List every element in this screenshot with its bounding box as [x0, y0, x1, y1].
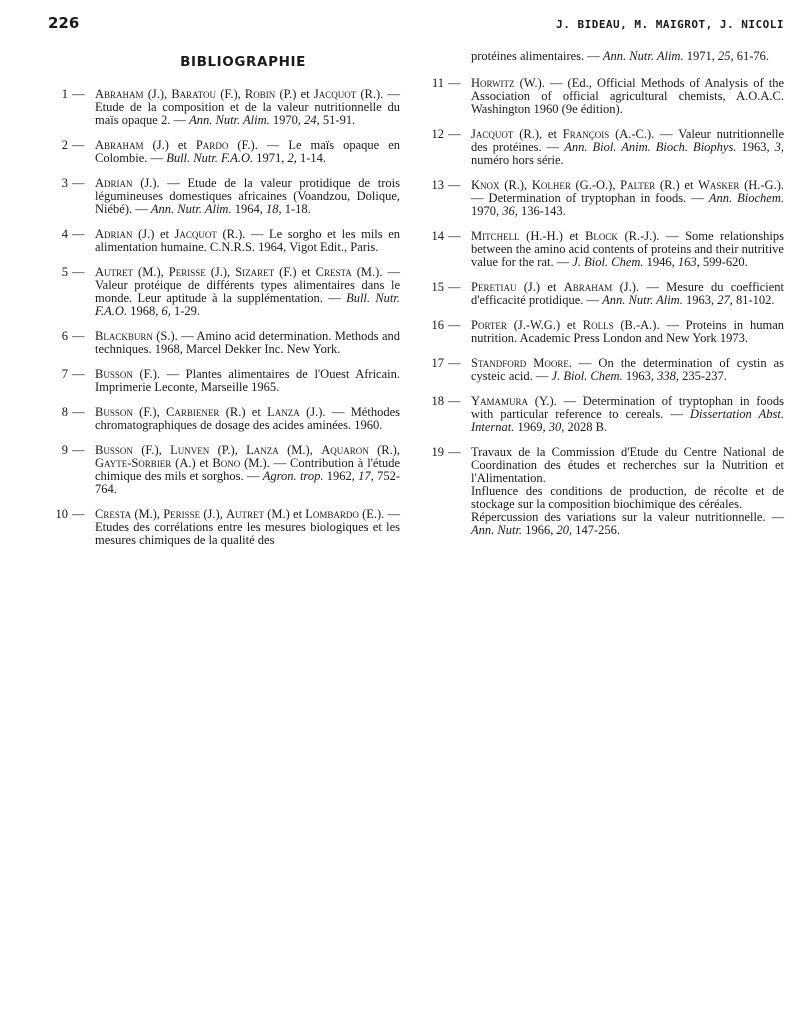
text-segment: (F.),: [132, 405, 167, 419]
author-name: Yamamura: [471, 394, 529, 408]
text-segment: (J.),: [200, 507, 227, 521]
reference-text: [471, 319, 784, 345]
reference-text: [471, 357, 784, 383]
text-segment: 1969,: [514, 420, 549, 434]
reference-number: 19: [431, 445, 444, 459]
italic-segment: Ann. Nutr. Alim.: [150, 202, 232, 216]
text-segment: (J.). — Mesure du coefficient d'efficacité protidique. —: [471, 280, 784, 307]
reference-text: [471, 128, 784, 167]
text-segment: (R.), et: [513, 127, 563, 141]
text-segment: (R.). — Le sorgho et les mils en alimentation humaine. C.N.R.S. 1964, Vigot Edit., Paris.: [95, 227, 401, 254]
reference-text: [95, 88, 400, 127]
dash-separator: —: [72, 405, 85, 419]
author-name: Rolls: [582, 318, 614, 332]
text-segment: 51-91.: [319, 113, 356, 127]
reference-number: 5: [61, 265, 68, 279]
author-name: Busson: [95, 443, 133, 457]
text-segment: 1963,: [682, 293, 718, 307]
author-name: Aquaron: [321, 443, 369, 457]
bibliography-title: BIBLIOGRAPHIE: [180, 54, 306, 70]
reference-text: [95, 266, 400, 318]
reference-number: 15: [431, 280, 444, 294]
text-segment: 1-14.: [296, 151, 327, 165]
text-segment: Répercussion des variations sur la valeur nutritionnelle. —: [471, 510, 784, 524]
running-head: J. BIDEAU, M. MAIGROT, J. NICOLI: [556, 18, 784, 31]
reference-entry: [48, 88, 400, 127]
italic-segment: J. Biol. Chem.: [551, 369, 623, 383]
text-segment: 599-620.: [699, 255, 748, 269]
text-segment: (R.) et: [655, 178, 699, 192]
italic-segment: 27,: [717, 293, 733, 307]
author-name: François: [562, 127, 610, 141]
author-name: Horwitz: [471, 76, 515, 90]
text-segment: protéines alimentaires. —: [471, 49, 603, 63]
reference-entry: [48, 406, 400, 432]
reference-entry: [424, 319, 784, 345]
author-name: Autret: [95, 265, 134, 279]
italic-segment: 36,: [502, 204, 518, 218]
text-segment: (G.-O.),: [570, 178, 621, 192]
text-segment: 1970,: [269, 113, 305, 127]
text-segment: (A.-C.). — Valeur nutritionnelle des protéines. —: [471, 127, 784, 154]
reference-entry: [424, 128, 784, 167]
author-name: Gayte-Sorbier: [95, 456, 172, 470]
reference-number: 1: [61, 87, 68, 101]
italic-segment: J. Biol. Chem.: [572, 255, 644, 269]
reference-text: [95, 228, 400, 254]
author-name: Lunven: [170, 443, 210, 457]
text-segment: 1946,: [643, 255, 678, 269]
reference-text: [95, 368, 400, 394]
text-segment: (F.),: [132, 443, 171, 457]
reference-number: 8: [61, 405, 68, 419]
author-name: Sizaret: [235, 265, 275, 279]
reference-text: [95, 330, 400, 356]
reference-text: [95, 139, 400, 165]
dash-separator: —: [448, 127, 461, 141]
italic-segment: Ann. Biol. Anim. Bioch. Biophys.: [564, 140, 737, 154]
reference-text: [95, 508, 400, 547]
dash-separator: —: [448, 178, 461, 192]
italic-segment: 6,: [161, 304, 171, 318]
reference-entry: [424, 395, 784, 434]
text-segment: (P.),: [209, 443, 247, 457]
reference-text: [95, 444, 400, 496]
text-segment: 235-237.: [678, 369, 727, 383]
text-segment: (J.),: [205, 265, 236, 279]
reference-text: [95, 406, 400, 432]
text-segment: (M.),: [131, 507, 164, 521]
author-name: Peretiau: [471, 280, 517, 294]
text-segment: (J.). — Méthodes chromatographiques de dosage des acides aminées. 1960.: [95, 405, 400, 432]
dash-separator: —: [72, 329, 85, 343]
author-name: Adrian: [95, 176, 133, 190]
author-name: Porter: [471, 318, 507, 332]
author-name: Lanza: [267, 405, 300, 419]
reference-number: 11: [431, 76, 444, 90]
dash-separator: —: [72, 87, 85, 101]
text-segment: (M.),: [278, 443, 322, 457]
dash-separator: —: [448, 318, 461, 332]
text-segment: (J.),: [143, 87, 172, 101]
reference-list-left: [48, 88, 400, 547]
text-segment: (Y.). — Determination of tryptophan in foods with particular reference to cereals. —: [471, 394, 784, 421]
author-name: Carbiener: [166, 405, 220, 419]
reference-number: 14: [431, 229, 444, 243]
reference-entry: [48, 508, 400, 547]
dash-separator: —: [72, 443, 85, 457]
italic-segment: Ann. Nutr. Alim.: [602, 49, 684, 63]
reference-number: 9: [61, 443, 68, 457]
author-name: Abraham: [95, 138, 144, 152]
text-segment: (J.) et: [516, 280, 564, 294]
text-segment: (B.-A.). — Proteins in human nutrition. Academic Press London and New York 1973.: [471, 318, 784, 345]
dash-separator: —: [448, 445, 461, 459]
dash-separator: —: [72, 138, 85, 152]
author-name: Autret: [226, 507, 265, 521]
text-segment: (R.) et: [219, 405, 268, 419]
reference-text: [471, 179, 784, 218]
text-segment: 1964,: [231, 202, 266, 216]
author-name: Palter: [620, 178, 656, 192]
reference-entry: [48, 368, 400, 394]
author-name: Kolher: [531, 178, 571, 192]
italic-segment: 20,: [556, 523, 573, 537]
left-column: [48, 50, 400, 559]
reference-entry: [48, 139, 400, 165]
author-name: Cresta: [95, 507, 132, 521]
italic-segment: Agron. trop.: [262, 469, 324, 483]
reference-entry: [424, 281, 784, 307]
dash-separator: —: [448, 356, 461, 370]
reference-text: [471, 230, 784, 269]
author-name: Jacquot: [471, 127, 514, 141]
reference-list-right: [424, 77, 784, 537]
dash-separator: —: [72, 176, 85, 190]
reference-number: 10: [55, 507, 68, 521]
text-segment: (H.-G.). — Determination of tryptophan in foods. —: [471, 178, 785, 205]
reference-entry: [424, 446, 784, 537]
text-segment: (F.). — Plantes alimentaires de l'Ouest Africain. Imprimerie Leconte, Marseille 1965.: [95, 367, 400, 394]
text-segment: (M.). — Contribution à l'étude chimique des mils et sorghos. —: [95, 456, 400, 483]
reference-entry: [424, 230, 784, 269]
reference-entry: [48, 330, 400, 356]
author-name: Pardo: [195, 138, 229, 152]
reference-entry: [48, 228, 400, 254]
text-segment: (H.-H.) et: [519, 229, 586, 243]
author-name: Block: [585, 229, 618, 243]
text-segment: (R.),: [499, 178, 532, 192]
text-segment: (S.). — Amino acid determination. Methods and techniques. 1968, Marcel Dekker Inc. New York.: [95, 329, 400, 356]
text-segment: (F.),: [216, 87, 245, 101]
right-column: [424, 50, 784, 549]
reference-number: 2: [61, 138, 68, 152]
text-segment: Influence des conditions de production, de récolte et de stockage sur la composition biochimique des céréales.: [471, 484, 784, 511]
author-name: Lanza: [246, 443, 279, 457]
text-segment: (F.) et: [274, 265, 316, 279]
text-segment: 1963,: [736, 140, 775, 154]
dash-separator: —: [448, 394, 461, 408]
text-segment: (R.-J.). — Some relationships between the amino acid contents of proteins and their nutritive value for the rat. —: [471, 229, 784, 269]
reference-text: [95, 177, 400, 216]
reference-entry: [48, 444, 400, 496]
reference-entry: [48, 266, 400, 318]
text-segment: 1963,: [622, 369, 658, 383]
reference-text: [471, 281, 784, 307]
dash-separator: —: [448, 229, 461, 243]
text-segment: (J.-W.G.) et: [506, 318, 583, 332]
text-segment: 1968,: [127, 304, 162, 318]
author-name: Jacquot: [313, 87, 357, 101]
dash-separator: —: [72, 507, 85, 521]
reference-entry: [424, 77, 784, 116]
text-segment: 147-256.: [572, 523, 620, 537]
text-segment: (R.). — Etude de la composition et de la valeur nutritionnelle du maïs opaque 2. —: [95, 87, 400, 127]
dash-separator: —: [72, 227, 85, 241]
text-segment: 1966,: [522, 523, 557, 537]
text-segment: 81-102.: [732, 293, 775, 307]
text-segment: 136-143.: [517, 204, 566, 218]
italic-segment: 2,: [287, 151, 297, 165]
reference-number: 6: [61, 329, 68, 343]
text-segment: 1962,: [323, 469, 359, 483]
page-number: 226: [48, 14, 80, 32]
text-segment: numéro hors série.: [471, 153, 564, 167]
text-segment: (P.) et: [275, 87, 314, 101]
dash-separator: —: [448, 76, 461, 90]
italic-segment: 25,: [717, 49, 734, 63]
author-name: Mitchell: [471, 229, 520, 243]
text-segment: (J.). — Etude de la valeur protidique de trois légumineuses domestiques africaines (Voandzou, Dolique, Niébé). —: [95, 176, 400, 216]
italic-segment: Ann. Biochem.: [708, 191, 784, 205]
reference-entry: [48, 177, 400, 216]
text-segment: (F.). — Le maïs opaque en Colombie. —: [95, 138, 400, 165]
reference-entry: [424, 357, 784, 383]
dash-separator: —: [448, 280, 461, 294]
author-name: Perisse: [168, 265, 206, 279]
text-segment: 752-764.: [95, 469, 400, 496]
italic-segment: 18,: [265, 202, 282, 216]
italic-segment: Ann. Nutr.: [471, 523, 523, 537]
italic-segment: Bull. Nutr. F.A.O.: [166, 151, 254, 165]
reference-number: 4: [61, 227, 68, 241]
author-name: Perisse: [163, 507, 201, 521]
reference-10-continuation: [424, 50, 784, 63]
text-segment: . — On the determination of cystin as cysteic acid. —: [471, 356, 784, 383]
text-segment: (J.) et: [143, 138, 196, 152]
reference-number: 16: [431, 318, 444, 332]
reference-number: 3: [61, 176, 68, 190]
author-name: Lombardo: [305, 507, 359, 521]
author-name: Robin: [244, 87, 276, 101]
text-segment: 2028 B.: [564, 420, 608, 434]
italic-segment: 17,: [358, 469, 374, 483]
author-name: Abraham: [563, 280, 613, 294]
dash-separator: —: [72, 367, 85, 381]
text-segment: (R.),: [368, 443, 400, 457]
author-name: Cresta: [315, 265, 352, 279]
author-name: Abraham: [95, 87, 144, 101]
text-segment: 1971,: [683, 49, 718, 63]
text-segment: (M.),: [133, 265, 169, 279]
author-name: Bono: [212, 456, 241, 470]
text-segment: (M.) et: [264, 507, 306, 521]
italic-segment: 3,: [774, 140, 785, 154]
italic-segment: 24,: [304, 113, 320, 127]
italic-segment: 163,: [677, 255, 700, 269]
text-segment: 1-18.: [281, 202, 311, 216]
text-segment: 1970,: [471, 204, 503, 218]
italic-segment: Dissertation Abst. Internat.: [471, 407, 784, 434]
reference-entry: [424, 179, 784, 218]
author-name: Blackburn: [95, 329, 153, 343]
author-name: Baratou: [171, 87, 217, 101]
italic-segment: 338,: [657, 369, 679, 383]
reference-number: 18: [431, 394, 444, 408]
text-segment: 1-29.: [170, 304, 200, 318]
author-name: Standford Moore: [471, 356, 569, 370]
reference-text: [471, 77, 784, 116]
italic-segment: 30,: [548, 420, 565, 434]
dash-separator: —: [72, 265, 85, 279]
text-segment: (M.). — Valeur protéique de différents types alimentaires dans le monde. Leur aptitude à la supplémentation. —: [95, 265, 400, 305]
author-name: Adrian: [95, 227, 133, 241]
author-name: Busson: [95, 405, 133, 419]
reference-number: 7: [61, 367, 68, 381]
italic-segment: Ann. Nutr. Alim.: [189, 113, 270, 127]
author-name: Knox: [471, 178, 500, 192]
author-name: Jacquot: [174, 227, 217, 241]
text-segment: (A.) et: [171, 456, 213, 470]
reference-number: 13: [431, 178, 444, 192]
reference-number: 12: [431, 127, 444, 141]
text-segment: (W.). — (Ed., Official Methods of Analysis of the Association of official agricultural chemists, A.O.A.C. Washington 1960 (9e édition).: [471, 76, 784, 116]
text-segment: (E.). — Etudes des corrélations entre les mesures biologiques et les mesures chimiques de la qualité des: [95, 507, 400, 547]
text-segment: (J.) et: [132, 227, 175, 241]
reference-number: 17: [431, 356, 444, 370]
reference-text: [471, 395, 784, 434]
italic-segment: Bull. Nutr. F.A.O.: [95, 291, 401, 318]
author-name: Busson: [95, 367, 133, 381]
reference-text: [471, 446, 784, 537]
text-segment: Travaux de la Commission d'Etude du Centre National de Coordination des études et recherches sur la Nutrition et l'Alimentation.: [471, 445, 784, 485]
italic-segment: Ann. Nutr. Alim.: [602, 293, 683, 307]
text-segment: 61-76.: [733, 49, 770, 63]
text-segment: 1971,: [253, 151, 288, 165]
author-name: Wasker: [698, 178, 740, 192]
